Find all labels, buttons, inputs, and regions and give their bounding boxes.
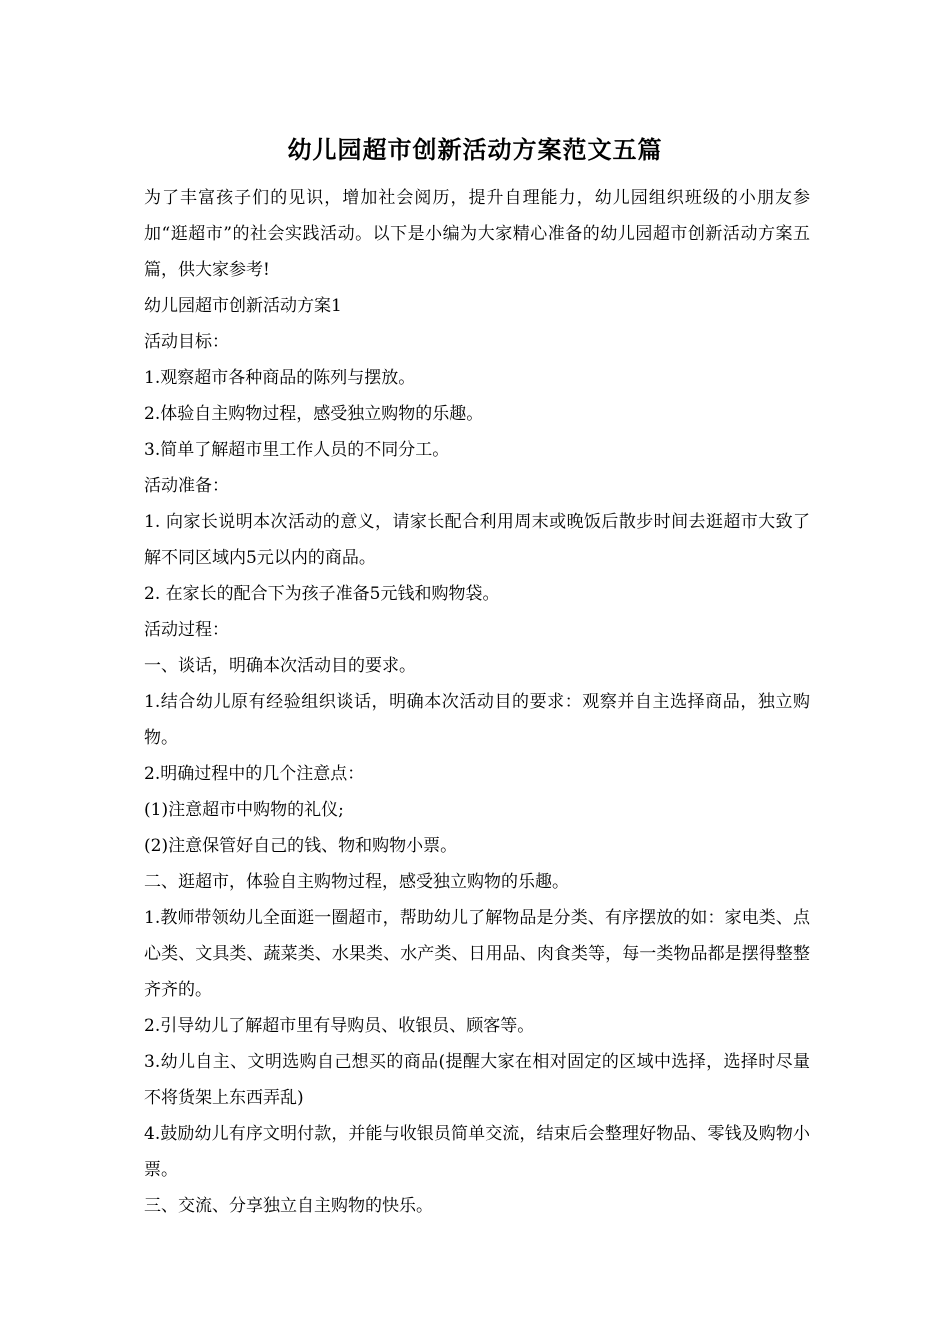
subheading-process: 活动过程： (144, 620, 229, 640)
list-item: 2. 在家长的配合下为孩子准备5元钱和购物袋。 (144, 584, 500, 604)
list-item: 1.观察超市各种商品的陈列与摆放。 (144, 368, 416, 388)
step-heading: 三、交流、分享独立自主购物的快乐。 (144, 1196, 433, 1216)
intro-paragraph: 为了丰富孩子们的见识，增加社会阅历，提升自理能力，幼儿园组织班级的小朋友参加“逛超市”的社会实践活动。以下是小编为大家精心准备的幼儿园超市创新活动方案五篇，供大家参考! (144, 188, 810, 280)
list-item: 1.教师带领幼儿全面逛一圈超市，帮助幼儿了解物品是分类、有序摆放的如：家电类、点心类、文具类、蔬菜类、水果类、水产类、日用品、肉食类等，每一类物品都是摆得整整齐齐的。 (144, 908, 810, 1000)
subheading-goals: 活动目标： (144, 332, 229, 352)
section-heading: 幼儿园超市创新活动方案1 (144, 296, 342, 316)
step-heading: 二、逛超市，体验自主购物过程，感受独立购物的乐趣。 (144, 872, 569, 892)
list-item: (2)注意保管好自己的钱、物和购物小票。 (144, 836, 458, 856)
list-item: 2.体验自主购物过程，感受独立购物的乐趣。 (144, 404, 484, 424)
step-heading: 一、谈话，明确本次活动目的要求。 (144, 656, 416, 676)
subheading-preparation: 活动准备： (144, 476, 229, 496)
list-item: 3.幼儿自主、文明选购自己想买的商品(提醒大家在相对固定的区域中选择，选择时尽量不将货架上东西弄乱) (144, 1052, 810, 1108)
document-title: 幼儿园超市创新活动方案范文五篇 (287, 135, 663, 164)
list-item: (1)注意超市中购物的礼仪; (144, 800, 344, 820)
list-item: 2.引导幼儿了解超市里有导购员、收银员、顾客等。 (144, 1016, 535, 1036)
document-body (144, 180, 810, 1224)
list-item: 4.鼓励幼儿有序文明付款，并能与收银员简单交流，结束后会整理好物品、零钱及购物小票。 (144, 1124, 810, 1180)
list-item: 1.结合幼儿原有经验组织谈话，明确本次活动目的要求：观察并自主选择商品，独立购物。 (144, 692, 810, 748)
list-item: 1. 向家长说明本次活动的意义，请家长配合利用周末或晚饭后散步时间去逛超市大致了解不同区域内5元以内的商品。 (144, 512, 810, 568)
list-item: 2.明确过程中的几个注意点： (144, 764, 365, 784)
list-item: 3.简单了解超市里工作人员的不同分工。 (144, 440, 450, 460)
